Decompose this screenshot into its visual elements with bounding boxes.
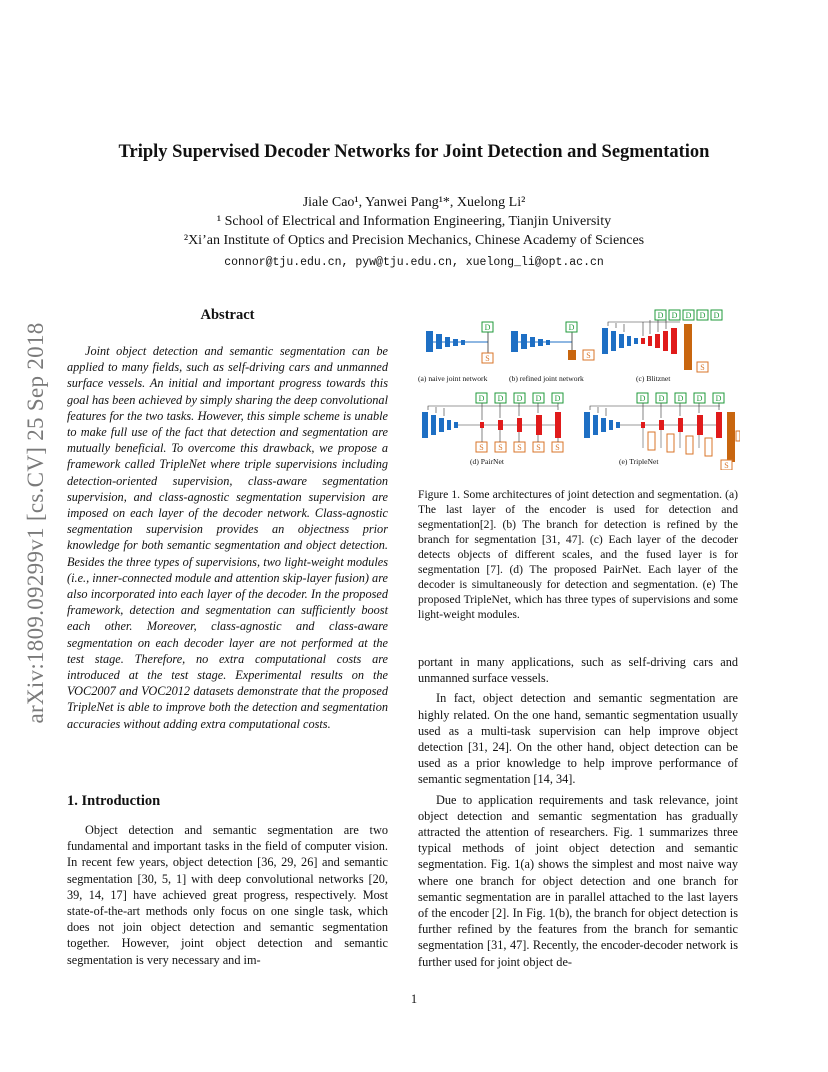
svg-text:D: D — [685, 311, 692, 320]
svg-text:D: D — [699, 311, 706, 320]
svg-text:D: D — [639, 394, 646, 403]
diagram-d-pairnet — [422, 393, 563, 452]
abstract-text: Joint object detection and semantic segmentation can be applied to many fields, such as self-driving cars and unmanned surface vessels. An initial and important progress towards this goal has been achieved by simply sharing the deep convolutional features for the two tasks. However, this simple scheme is unable to make full use of the fact that detection and segmentation are mutually beneficial. To overcome this drawback, we propose a framework called TripleNet where triple supervisions including detection-oriented supervision, class-aware segmentation supervision, and class-agnostic segmentation supervision are imposed on each layer of the decoder network. Class-agnostic segmentation supervision provides an objectness prior knowledge for both semantic segmentation and object detection. Besides the three types of supervisions, two light-weight modules (i.e., inner-connected module and attention skip-layer fusion) are also incorporated into each layer of the decoder. In the proposed framework, detection and segmentation can sufficiently boost each other. Moreover, class-agnostic and class-aware segmentation on each decoder layer are not performed at the test stage. Therefore, no extra computational costs are introduced at the test stage. Experimental results on the VOC2007 and VOC2012 datasets demonstrate that the proposed TripleNet is able to improve both the detection and segmentation accuracies without adding extra computational costs. — [67, 344, 388, 731]
svg-text:D: D — [713, 311, 720, 320]
paragraph-2: In fact, object detection and semantic segmentation are highly related. On the one hand, semantic segmentation usually used as a multi-task supervision can help improve object detection [31, 24]. On the other hand, object detection can be used as a prior knowledge to help improve performance of semantic segmentation [14, 34]. — [418, 691, 738, 787]
diagram-c-blitznet — [602, 310, 722, 372]
label-c: (c) Blitznet — [636, 374, 671, 383]
figure-1-caption: Figure 1. Some architectures of joint detection and segmentation. (a) The last layer of the encoder is used for detection and segmentation[2]. (b) The branch for detection is refined by the branch for segmentation [31, 47]. (c) Each layer of the decoder detects objects of different scales, and the fused layer is for segmentation [7]. (d) The proposed PairNet. Each layer of the decoder is simultaneously for detection and segmentation. (e) The proposed TripleNet, which has three types of supervisions and some light-weight modules. — [418, 488, 738, 621]
svg-text:D: D — [671, 311, 678, 320]
svg-text:D: D — [696, 394, 703, 403]
label-b: (b) refined joint network — [509, 374, 584, 383]
svg-text:D: D — [497, 394, 504, 403]
arxiv-id: arXiv:1809.09299v1 [cs.CV] 25 Sep 2018 — [23, 321, 48, 724]
svg-text:D: D — [715, 394, 722, 403]
paragraph-1: portant in many applications, such as self-driving cars and unmanned surface vessels. — [418, 655, 738, 686]
svg-text:S: S — [479, 443, 484, 452]
det-box-b: D — [568, 323, 575, 332]
svg-text:S: S — [517, 443, 522, 452]
label-a: (a) naive joint network — [418, 374, 488, 383]
arxiv-sidebar — [20, 285, 52, 760]
svg-text:D: D — [535, 394, 542, 403]
figure-1-diagram — [418, 308, 740, 470]
author-emails: connor@tju.edu.cn, pyw@tju.edu.cn, xuelong_li@opt.ac.cn — [224, 256, 604, 269]
svg-text:S: S — [724, 461, 729, 470]
svg-text:D: D — [657, 311, 664, 320]
paragraph-3: Due to application requirements and task relevance, joint object detection and semantic segmentation has gradually attracted the attention of researchers. Fig. 1 summarizes three typical methods of joint object detection and semantic segmentation. Fig. 1(a) shows the simplest and most naive way where one branch for object detection and one branch for semantic segmentation are in parallel attached to the last layers of the encoder [2]. In Fig. 1(b), the branch for object detection is further refined by the features from the branch for semantic segmentation [31, 47]. Recently, the encoder-decoder network is further used for joint object de- — [418, 792, 738, 969]
svg-text:S: S — [536, 443, 541, 452]
page-number: 1 — [410, 992, 418, 1006]
label-e: (e) TripleNet — [619, 457, 659, 466]
svg-text:D: D — [478, 394, 485, 403]
label-d: (d) PairNet — [470, 457, 504, 466]
seg-box-c: S — [700, 363, 705, 372]
abstract-heading: Abstract — [200, 307, 255, 323]
diagram-b-refined — [511, 322, 594, 360]
seg-box-a: S — [485, 354, 490, 363]
right-column-text — [418, 654, 738, 974]
seg-box-b: S — [586, 351, 591, 360]
introduction-text: Object detection and semantic segmentation are two fundamental and important tasks in the field of computer vision. In recent few years, object detection [36, 29, 26] and semantic segmentation [30, 5, 1] with deep convolutional networks [20, 39, 14, 17] have achieved great progress, respectively. Most state-of-the-art methods only focus on one single task, which does not join object detection and semantic segmentation together. However, joint object detection and semantic segmentation is very necessary and im- — [67, 823, 388, 967]
svg-text:S: S — [498, 443, 503, 452]
svg-text:S: S — [555, 443, 560, 452]
author-names: Jiale Cao¹, Yanwei Pang¹*, Xuelong Li² — [302, 195, 526, 210]
svg-text:D: D — [677, 394, 684, 403]
introduction-heading: 1. Introduction — [67, 793, 161, 809]
affiliation-2: ²Xi’an Institute of Optics and Precision Mechanics, Chinese Academy of Sciences — [183, 233, 645, 248]
svg-text:D: D — [658, 394, 665, 403]
diagram-a-naive — [426, 322, 493, 363]
affiliation-1: ¹ School of Electrical and Information Engineering, Tianjin University — [216, 214, 612, 229]
paper-title: Triply Supervised Decoder Networks for Joint Detection and Segmentation — [118, 142, 710, 162]
det-box-a: D — [484, 323, 491, 332]
svg-text:D: D — [516, 394, 523, 403]
diagram-e-triplenet — [584, 393, 740, 470]
author-block — [0, 193, 828, 272]
svg-text:D: D — [554, 394, 561, 403]
